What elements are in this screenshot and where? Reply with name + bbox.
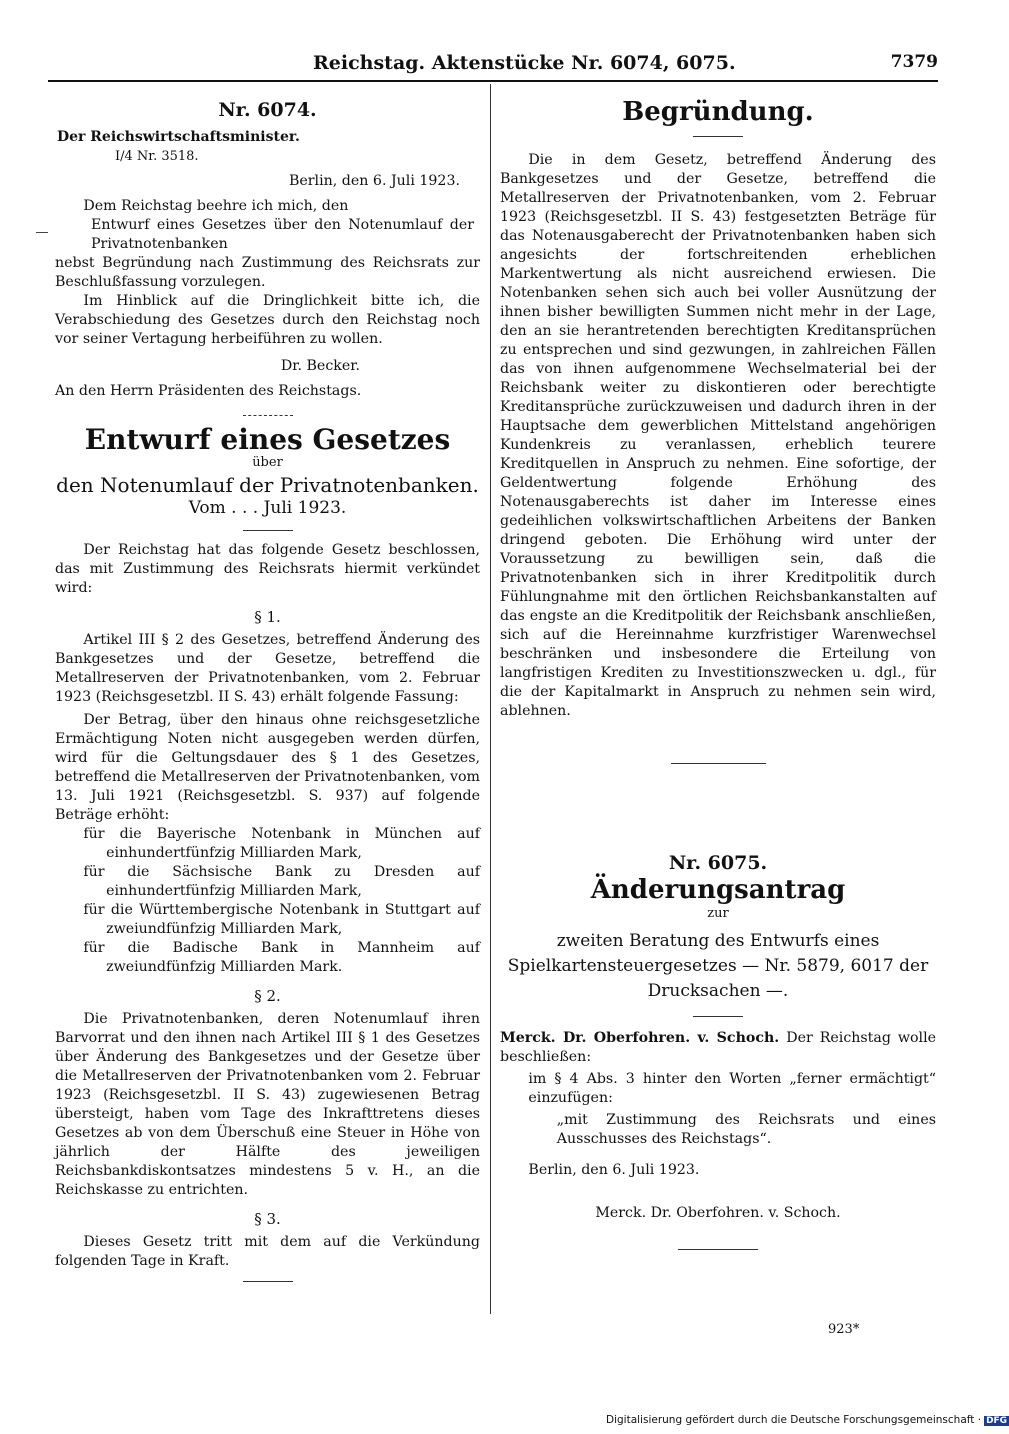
- letter-line: Im Hinblick auf die Dringlichkeit bitte ich, die Verabschiedung des Gesetzes durch den Reichstag noch vor seiner Vertagung herbeiführen zu wollen.: [55, 293, 480, 347]
- section-3-heading: § 3.: [254, 1210, 281, 1228]
- addressee: An den Herrn Präsidenten des Reichstags.: [55, 383, 362, 399]
- justification-text: Die in dem Gesetz, betreffend Änderung des Bankgesetzes und der Gesetze, betreffend die Metallreserven der Privatnotenbanken, vom 2. Februar 1923 (Reichsgesetzbl. II S. 43) festgesetzten Beträge für das Notenausgaberecht der Privatnotenbanken haben sich angesichts der fortschreitenden erheblichen Markentwertung als nicht ausreichend erwiesen. Die Notenbanken sehen sich auch bei voller Ausnützung der ihnen bisher bewilligten Summen nicht mehr in der Lage, den an sie herantretenden berechtigten Kreditansprüchen zu entsprechen und sind gezwungen, in zahlreichen Fällen das von ihnen aufgenommene Wechselmaterial bei der Reichsbank weiter zu diskontieren oder berechtigte Kreditansprüche zurückzuweisen und dadurch ihren in der Hauptsache dem gewerblichen Mittelstand angehörigen Kundenkreis zu veranlassen, erheblich teurere Kreditquellen in Anspruch zu nehmen. Eine sofortige, der Geldentwertung folgende Erhöhung des Notenausgaberechts ist daher im Interesse eines gedeihlichen volkswirtschaftlichen Arbeitens der Banken dringend geboten. Die Erhöhung wird unter der Voraussetzung zu bewilligen sein, daß die Privatnotenbanken sich in ihrer Kreditpolitik durch Fühlungnahme mit den örtlichen Reichsbankanstalten auf das engste an die Kreditpolitik der Reichsbank anschließen, sich auf die Hereinnahme kurzfristiger Warenwechsel beschränken und insbesondere die Erteilung von langfristigen Krediten zu Investitionszwecken u. dgl., für die der Kapitalmarkt in Anspruch zu nehmen sein wird, ablehnen.: [500, 152, 936, 719]
- preamble: Der Reichstag hat das folgende Gesetz beschlossen, das mit Zustimmung des Reichsrats hiermit verkündet wird:: [55, 542, 480, 596]
- amendment-quote: „mit Zustimmung des Reichsrats und eines Ausschusses des Reichstags“.: [556, 1112, 936, 1147]
- letter-line: Dem Reichstag beehre ich mich, den: [83, 198, 349, 214]
- draft-title: Entwurf eines Gesetzes: [84, 423, 451, 456]
- header-page-number: 7379: [890, 52, 938, 72]
- section-1-quote: Der Betrag, über den hinaus ohne reichsgesetzliche Ermächtigung Noten nicht ausgegeben werden dürfen, wird für die Geltungsdauer des § 1 des Gesetzes, betreffend die Metallreserven der Privatnotenbanken, vom 13. Juli 1921 (Reichsgesetzbl. S. 937) auf folgende Beträge erhöht:: [55, 712, 480, 823]
- draft-name: den Notenumlauf der Privatnotenbanken.: [56, 473, 479, 497]
- dfg-logo: DFG: [986, 1416, 1008, 1426]
- amendment-motion: im § 4 Abs. 3 hinter den Worten „ferner ermächtigt“ einzufügen:: [528, 1071, 936, 1106]
- right-column: [500, 95, 936, 1276]
- sheet-number: 923*: [828, 1322, 860, 1337]
- margin-mark: [36, 232, 48, 233]
- section-1-item: für die Badische Bank in Mannheim auf zweiundfünfzig Milliarden Mark.: [83, 940, 480, 975]
- signature: Dr. Becker.: [280, 358, 360, 374]
- letter-line: Entwurf eines Gesetzes über den Notenumlauf der Privatnotenbanken: [91, 217, 474, 252]
- section-1-item: für die Württembergische Notenbank in Stuttgart auf zweiundfünfzig Milliarden Mark,: [83, 902, 480, 937]
- section-1-item: für die Bayerische Notenbank in München auf einhundertfünfzig Milliarden Mark,: [83, 826, 480, 861]
- left-column: [55, 95, 480, 1292]
- amendment-zur: zur: [707, 906, 729, 921]
- letter-date: Berlin, den 6. Juli 1923.: [288, 173, 460, 189]
- draft-ueber: über: [252, 455, 283, 470]
- sender: Der Reichswirtschaftsminister.: [57, 129, 300, 145]
- amendment-signature: Merck. Dr. Oberfohren. v. Schoch.: [595, 1205, 841, 1221]
- section-1-item: für die Sächsische Bank zu Dresden auf einhundertfünfzig Milliarden Mark,: [83, 864, 480, 899]
- separator: [243, 530, 293, 531]
- header-rule: [48, 80, 938, 82]
- separator: [693, 1016, 743, 1017]
- section-1-text: Artikel III § 2 des Gesetzes, betreffend Änderung des Bankgesetzes und der Gesetze, betreffend die Metallreserven der Privatnotenbanken, vom 2. Februar 1923 (Reichsgesetzbl. II S. 43) erhält folgende Fassung:: [55, 632, 480, 705]
- section-3-text: Dieses Gesetz tritt mit dem auf die Verkündung folgenden Tage in Kraft.: [55, 1234, 480, 1269]
- justification-title: Begründung.: [622, 97, 814, 127]
- section-2-heading: § 2.: [254, 987, 281, 1005]
- separator: [678, 1249, 758, 1250]
- amendment-intro: [500, 1029, 936, 1067]
- page-header: [48, 52, 938, 80]
- letter-line: nebst Begründung nach Zustimmung des Reichsrats zur Beschlußfassung vorzulegen.: [55, 255, 480, 290]
- column-divider: [490, 84, 491, 1314]
- section-1-heading: § 1.: [254, 608, 281, 626]
- document-number-6075: Nr. 6075.: [668, 852, 768, 874]
- header-title: Reichstag. Aktenstücke Nr. 6074, 6075.: [313, 52, 736, 74]
- separator: [243, 1281, 293, 1282]
- draft-date: Vom . . . Juli 1923.: [188, 498, 347, 518]
- amendment-movers: Merck. Dr. Oberfohren. v. Schoch.: [500, 1030, 780, 1046]
- digitization-credit: [606, 1414, 1009, 1426]
- separator: [693, 136, 743, 137]
- reference-number: I/4 Nr. 3518.: [115, 149, 199, 164]
- separator: [243, 415, 293, 416]
- section-2-text: Die Privatnotenbanken, deren Notenumlauf ihren Barvorrat und den ihnen nach Artikel III § 1 des Gesetzes über Änderung des Bankgesetzes und der Gesetze über die Metallreserven der Privatnotenbanken vom 2. Februar 1923 (Reichsgesetzbl. II S. 43) zugewiesenen Betrag übersteigt, haben vom Tage des Inkrafttretens dieses Gesetzes ab von dem Überschuß eine Steuer in Höhe von jährlich der Hälfte des jeweiligen Reichsbankdiskontsatzes mindestens 5 v. H., an die Reichskasse zu entrichten.: [55, 1011, 480, 1198]
- separator: [671, 763, 766, 764]
- amendment-title: Änderungsantrag: [590, 875, 846, 905]
- amendment-subject: zweiten Beratung des Entwurfs eines Spielkartensteuergesetzes — Nr. 5879, 6017 der Drucksachen —.: [507, 931, 929, 1001]
- amendment-intro-text: Der Reichstag wolle beschließen:: [500, 1030, 937, 1065]
- amendment-date: Berlin, den 6. Juli 1923.: [528, 1162, 700, 1178]
- document-number: Nr. 6074.: [218, 99, 317, 121]
- credit-text: Digitalisierung gefördert durch die Deutsche Forschungsgemeinschaft ·: [606, 1414, 982, 1426]
